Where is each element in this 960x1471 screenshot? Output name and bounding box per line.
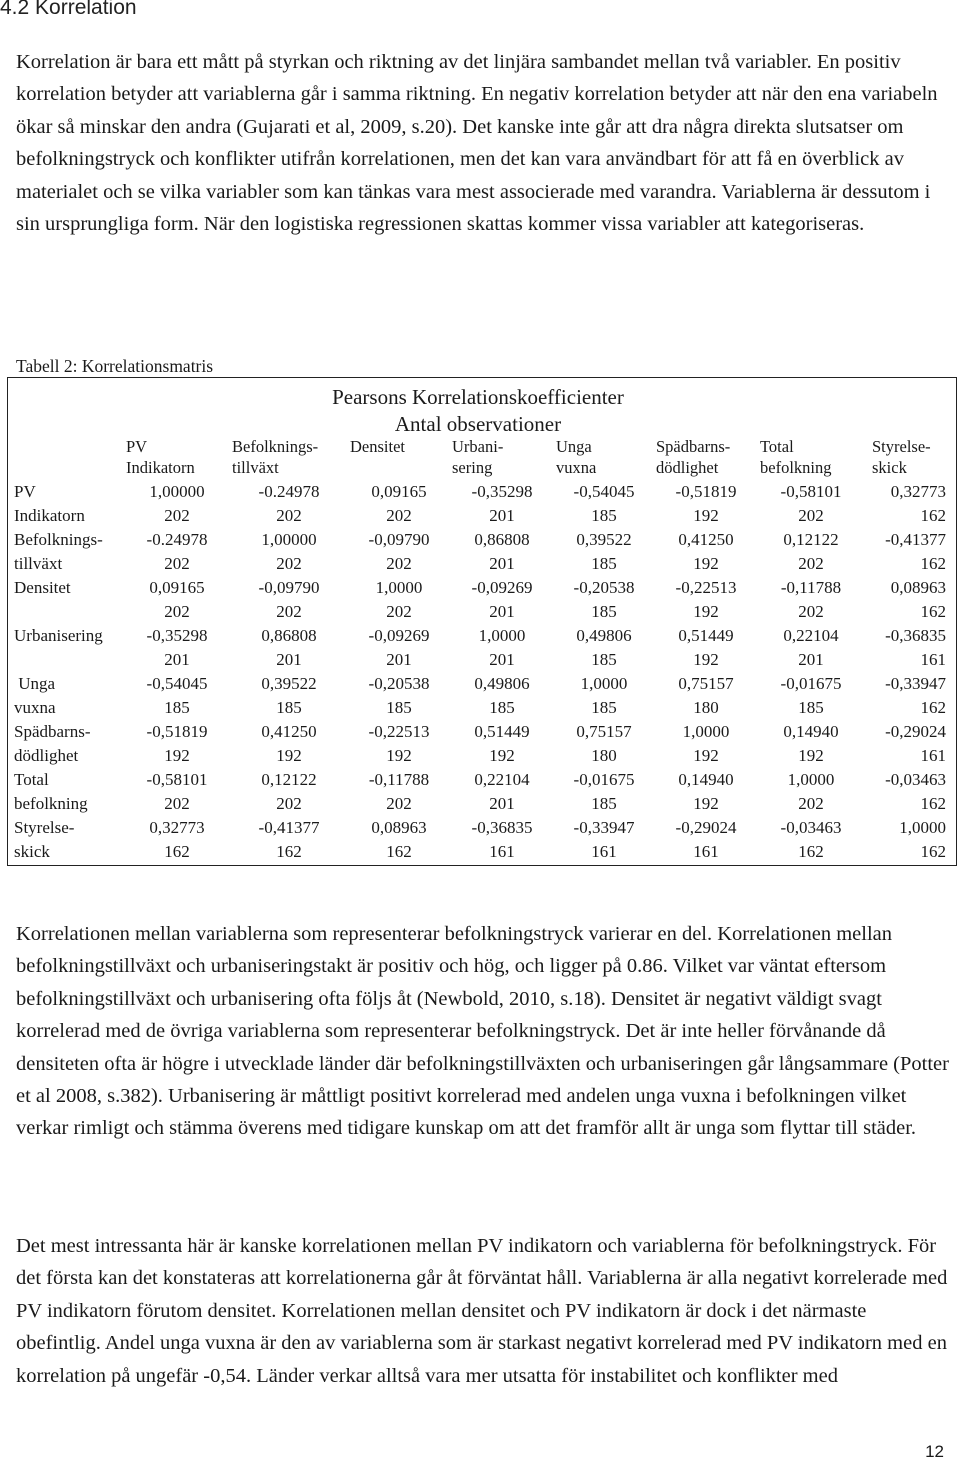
table-cell <box>758 720 864 768</box>
correlation-value: -0,22513 <box>368 722 430 741</box>
correlation-value: 1,0000 <box>375 578 423 597</box>
observation-count: 201 <box>276 649 302 669</box>
observation-count: 162 <box>920 697 946 717</box>
correlation-value: 0,49806 <box>474 674 530 693</box>
observation-count: 162 <box>920 841 946 861</box>
observation-count: 161 <box>489 841 515 861</box>
correlation-value: -0,36835 <box>885 626 946 645</box>
table-cell <box>450 528 554 576</box>
observation-count: 201 <box>489 601 515 621</box>
correlation-value: 0,75157 <box>576 722 632 741</box>
observation-count: 202 <box>276 601 302 621</box>
correlation-value: -0,20538 <box>573 578 635 597</box>
observation-count: 192 <box>693 553 719 573</box>
correlation-value: 0,14940 <box>783 722 839 741</box>
table-cell <box>230 576 348 624</box>
correlation-value: -0,09269 <box>368 626 430 645</box>
correlation-matrix <box>8 436 958 864</box>
table-cell <box>758 528 864 576</box>
table-cell <box>864 624 958 672</box>
observation-count: 185 <box>591 793 617 813</box>
column-header-line: Styrelse- <box>872 437 931 456</box>
correlation-value: 0,41250 <box>678 530 734 549</box>
row-label <box>8 720 124 768</box>
table-cell <box>348 816 450 864</box>
correlation-table-frame <box>7 377 957 866</box>
observation-count: 192 <box>693 745 719 765</box>
observation-count: 202 <box>164 601 190 621</box>
observation-count: 162 <box>920 553 946 573</box>
table-cell <box>654 576 758 624</box>
observation-count: 201 <box>386 649 412 669</box>
row-label <box>8 672 124 720</box>
observation-count: 185 <box>591 649 617 669</box>
column-header-line: Densitet <box>350 437 405 456</box>
table-cell <box>654 768 758 816</box>
table-cell <box>758 480 864 528</box>
column-header-line: vuxna <box>556 458 597 477</box>
header-row <box>8 436 958 480</box>
column-header <box>450 436 554 480</box>
correlation-value: 0,12122 <box>261 770 317 789</box>
table-cell <box>348 768 450 816</box>
observation-count: 201 <box>489 505 515 525</box>
table-cell <box>124 624 230 672</box>
correlation-value: -0,36835 <box>471 818 533 837</box>
correlation-value: -0,11788 <box>780 578 842 597</box>
correlation-value: -0,03463 <box>885 770 946 789</box>
correlation-value: 0,09165 <box>149 578 205 597</box>
correlation-value: -0,35298 <box>471 482 533 501</box>
table-cell <box>348 672 450 720</box>
row-label-line: Indikatorn <box>14 505 85 525</box>
table-cell <box>230 768 348 816</box>
observation-count: 161 <box>693 841 719 861</box>
observation-count: 192 <box>276 745 302 765</box>
table-row <box>8 480 958 528</box>
observation-count: 162 <box>798 841 824 861</box>
observation-count: 201 <box>798 649 824 669</box>
correlation-value: 1,0000 <box>478 626 526 645</box>
correlation-value: 0,08963 <box>371 818 427 837</box>
table-cell <box>864 576 958 624</box>
observation-count: 185 <box>591 601 617 621</box>
table-title <box>8 384 948 438</box>
row-label-line: Urbanisering <box>14 626 103 645</box>
correlation-value: 0,09165 <box>371 482 427 501</box>
table-cell <box>450 768 554 816</box>
observation-count: 185 <box>164 697 190 717</box>
table-cell <box>348 576 450 624</box>
correlation-value: -0,54045 <box>146 674 208 693</box>
table-cell <box>758 624 864 672</box>
row-label-line: Befolknings- <box>14 530 103 549</box>
correlation-value: 0,39522 <box>261 674 317 693</box>
observation-count: 185 <box>591 697 617 717</box>
table-cell <box>124 816 230 864</box>
row-label-line: Spädbarns- <box>14 722 91 741</box>
observation-count: 202 <box>798 601 824 621</box>
row-label <box>8 528 124 576</box>
table-cell <box>654 672 758 720</box>
section-heading: 4.2 Korrelation <box>0 0 137 19</box>
observation-count: 202 <box>164 553 190 573</box>
observation-count: 185 <box>798 697 824 717</box>
table-row <box>8 768 958 816</box>
column-header-line: tillväxt <box>232 458 279 477</box>
correlation-value: -0,33947 <box>573 818 635 837</box>
correlation-value: 0,86808 <box>261 626 317 645</box>
table-cell <box>348 480 450 528</box>
correlation-value: -0,51819 <box>146 722 208 741</box>
correlation-value: -0,29024 <box>675 818 737 837</box>
correlation-value: 0,08963 <box>890 578 946 597</box>
table-cell <box>230 528 348 576</box>
table-cell <box>554 816 654 864</box>
observation-count: 201 <box>489 553 515 573</box>
correlation-value: -0,01675 <box>780 674 842 693</box>
observation-count: 202 <box>798 793 824 813</box>
correlation-value: 0,39522 <box>576 530 632 549</box>
table-cell <box>450 624 554 672</box>
corner-cell <box>8 436 124 480</box>
correlation-value: -0,09269 <box>471 578 533 597</box>
table-cell <box>554 624 654 672</box>
table-cell <box>124 528 230 576</box>
correlation-value: 0,12122 <box>783 530 839 549</box>
row-label-line: befolkning <box>14 793 88 813</box>
correlation-value: -0,20538 <box>368 674 430 693</box>
column-header <box>348 436 450 480</box>
observation-count: 202 <box>164 505 190 525</box>
row-label-line: tillväxt <box>14 553 63 573</box>
table-cell <box>450 480 554 528</box>
correlation-value: -0,54045 <box>573 482 635 501</box>
correlation-value: 0,14940 <box>678 770 734 789</box>
column-header <box>230 436 348 480</box>
table-cell <box>864 816 958 864</box>
table-caption: Tabell 2: Korrelationsmatris <box>16 356 214 376</box>
row-label <box>8 624 124 672</box>
page-number: 12 <box>925 1442 944 1461</box>
observation-count: 162 <box>920 505 946 525</box>
correlation-value: 1,0000 <box>899 818 946 837</box>
column-header-line: Unga <box>556 437 592 456</box>
column-header-line: Befolknings- <box>232 437 319 456</box>
table-cell <box>864 528 958 576</box>
correlation-value: 0,22104 <box>474 770 530 789</box>
column-header-line: befolkning <box>760 458 832 477</box>
table-cell <box>450 672 554 720</box>
table-cell <box>124 672 230 720</box>
table-row <box>8 672 958 720</box>
correlation-value: 0,51449 <box>474 722 530 741</box>
observation-count: 201 <box>489 649 515 669</box>
correlation-value: -0,51819 <box>675 482 737 501</box>
observation-count: 192 <box>164 745 190 765</box>
correlation-value: -0,01675 <box>573 770 635 789</box>
table-cell <box>554 672 654 720</box>
table-cell <box>758 672 864 720</box>
column-header <box>124 436 230 480</box>
observation-count: 202 <box>164 793 190 813</box>
table-cell <box>654 624 758 672</box>
correlation-value: 1,0000 <box>682 722 730 741</box>
correlation-value: -0,41377 <box>885 530 946 549</box>
correlation-value: -0,58101 <box>146 770 208 789</box>
observation-count: 161 <box>920 745 946 765</box>
table-title-line-1: Pearsons Korrelationskoefficienter <box>332 385 624 409</box>
correlation-value: 0,32773 <box>890 482 946 501</box>
row-label-line: Total <box>14 770 49 789</box>
row-label <box>8 768 124 816</box>
discussion-paragraph-1: Korrelationen mellan variablerna som representerar befolkningstryck varierar en del. Korrelationen mellan befolkningstillväxt och urbaniseringstakt är positiv och hög, och ligger på 0.86. Vilket var väntat eftersom befolkningstillväxt och urbanisering ofta följs åt (Newbold, 2010, s.18). Densitet är negativt väldigt svagt korrelerad med de övriga variablerna som representerar befolkningstryck. Det är inte heller förvånande då densiteten ofta är högre i utvecklade länder där befolkningstillväxten och urbaniseringen går långsammare (Potter et al 2008, s.382). Urbanisering är måttligt positivt korrelerad med andelen unga vuxna i befolkningen vilket verkar rimligt och stämma överens med tidigare kunskap om att det framför allt är unga som flyttar till städer. <box>16 923 949 1140</box>
row-label-line: PV <box>14 482 36 501</box>
observation-count: 192 <box>693 793 719 813</box>
correlation-value: 0,22104 <box>783 626 839 645</box>
observation-count: 185 <box>591 505 617 525</box>
table-cell <box>348 720 450 768</box>
table-cell <box>230 816 348 864</box>
correlation-value: -0,33947 <box>885 674 946 693</box>
column-header-line: skick <box>872 458 907 477</box>
observation-count: 192 <box>386 745 412 765</box>
table-cell <box>654 720 758 768</box>
correlation-value: 0,75157 <box>678 674 734 693</box>
table-cell <box>554 528 654 576</box>
row-label-line: Styrelse- <box>14 818 75 837</box>
table-cell <box>124 480 230 528</box>
table-cell <box>230 720 348 768</box>
table-cell <box>554 720 654 768</box>
table-cell <box>450 576 554 624</box>
discussion-paragraph-2: Det mest intressanta här är kanske korrelationen mellan PV indikatorn och variablerna för befolkningstryck. För det första kan det konstateras att korrelationerna går åt förväntat håll. Variablerna är alla negativt korrelerade med PV indikatorn förutom densitet. Korrelationen mellan densitet och PV indikatorn är dock i det närmaste obefintlig. Andel unga vuxna är den av variablerna som är starkast negativt korrelerad med PV indikatorn med en korrelation på ungefär -0,54. Länder verkar alltså vara mer utsatta för instabilitet och konflikter med <box>16 1235 948 1387</box>
observation-count: 162 <box>920 793 946 813</box>
observation-count: 192 <box>798 745 824 765</box>
table-cell <box>864 672 958 720</box>
table-cell <box>124 768 230 816</box>
correlation-value: -0,22513 <box>675 578 737 597</box>
correlation-value: -0,35298 <box>146 626 208 645</box>
observation-count: 202 <box>276 505 302 525</box>
table-row <box>8 816 958 864</box>
table-cell <box>450 816 554 864</box>
observation-count: 162 <box>920 601 946 621</box>
correlation-value: 0,51449 <box>678 626 734 645</box>
table-cell <box>758 576 864 624</box>
observation-count: 202 <box>386 505 412 525</box>
observation-count: 162 <box>386 841 412 861</box>
observation-count: 161 <box>920 649 946 669</box>
table-cell <box>654 816 758 864</box>
table-cell <box>348 528 450 576</box>
observation-count: 201 <box>164 649 190 669</box>
row-label-line: vuxna <box>14 697 56 717</box>
column-header-line: dödlighet <box>656 458 719 477</box>
column-header-line: PV <box>126 437 148 456</box>
correlation-value: -0.24978 <box>258 482 320 501</box>
table-cell <box>554 768 654 816</box>
observation-count: 202 <box>798 553 824 573</box>
observation-count: 202 <box>386 553 412 573</box>
correlation-value: 1,0000 <box>580 674 628 693</box>
table-title-line-2: Antal observationer <box>394 412 562 436</box>
column-header <box>864 436 958 480</box>
correlation-value: -0,58101 <box>780 482 842 501</box>
correlation-value: 0,41250 <box>261 722 317 741</box>
column-header <box>554 436 654 480</box>
correlation-value: -0.24978 <box>146 530 208 549</box>
table-cell <box>654 480 758 528</box>
observation-count: 202 <box>276 793 302 813</box>
correlation-value: 1,00000 <box>149 482 205 501</box>
column-header-line: Indikatorn <box>126 458 195 477</box>
table-cell <box>348 624 450 672</box>
correlation-value: 0,49806 <box>576 626 632 645</box>
observation-count: 185 <box>591 553 617 573</box>
column-header <box>654 436 758 480</box>
observation-count: 180 <box>693 697 719 717</box>
column-header-line: Spädbarns- <box>656 437 731 456</box>
table-cell <box>758 768 864 816</box>
column-header-line: Total <box>760 437 794 456</box>
observation-count: 202 <box>386 601 412 621</box>
column-header <box>758 436 864 480</box>
table-cell <box>124 720 230 768</box>
observation-count: 202 <box>276 553 302 573</box>
observation-count: 202 <box>798 505 824 525</box>
correlation-value: 1,0000 <box>787 770 835 789</box>
observation-count: 201 <box>489 793 515 813</box>
table-row <box>8 576 958 624</box>
row-label <box>8 816 124 864</box>
observation-count: 180 <box>591 745 617 765</box>
observation-count: 185 <box>276 697 302 717</box>
correlation-value: 1,00000 <box>261 530 317 549</box>
observation-count: 185 <box>386 697 412 717</box>
observation-count: 162 <box>276 841 302 861</box>
table-cell <box>230 480 348 528</box>
table-row <box>8 528 958 576</box>
row-label-line: Unga <box>14 674 56 693</box>
table-row <box>8 720 958 768</box>
correlation-value: 0,86808 <box>474 530 530 549</box>
table-cell <box>864 720 958 768</box>
correlation-value: -0,29024 <box>885 722 946 741</box>
table-cell <box>124 576 230 624</box>
table-cell <box>654 528 758 576</box>
table-row <box>8 624 958 672</box>
correlation-value: -0,03463 <box>780 818 842 837</box>
row-label <box>8 480 124 528</box>
correlation-value: -0,41377 <box>258 818 320 837</box>
observation-count: 192 <box>489 745 515 765</box>
column-header-line: Urbani- <box>452 437 504 456</box>
observation-count: 192 <box>693 601 719 621</box>
correlation-value: -0,09790 <box>368 530 430 549</box>
table-cell <box>758 816 864 864</box>
observation-count: 202 <box>386 793 412 813</box>
table-cell <box>450 720 554 768</box>
table-cell <box>230 672 348 720</box>
table-cell <box>864 768 958 816</box>
row-label <box>8 576 124 624</box>
observation-count: 161 <box>591 841 617 861</box>
intro-paragraph: Korrelation är bara ett mått på styrkan och riktning av det linjära sambandet mellan två variabler. En positiv korrelation betyder att variablerna går i samma riktning. En negativ korrelation betyder att när den ena variabeln ökar så minskar den andra (Gujarati et al, 2009, s.20). Det kanske inte går att dra några direkta slutsatser om befolkningstryck och konflikter utifrån korrelationen, men det kan vara användbart för att få en överblick av materialet och se vilka variabler som kan tänkas vara mest associerade med varandra. Variablerna är dessutom i sin ursprungliga form. När den logistiska regressionen skattas kommer vissa variabler att kategoriseras. <box>16 51 938 236</box>
table-cell <box>554 576 654 624</box>
row-label-line: skick <box>14 841 50 861</box>
observation-count: 162 <box>164 841 190 861</box>
table-cell <box>554 480 654 528</box>
row-label-line: dödlighet <box>14 745 79 765</box>
column-header-line: sering <box>452 458 493 477</box>
observation-count: 192 <box>693 505 719 525</box>
correlation-value: -0,11788 <box>368 770 430 789</box>
observation-count: 185 <box>489 697 515 717</box>
table-cell <box>230 624 348 672</box>
row-label-line: Densitet <box>14 578 71 597</box>
correlation-value: -0,09790 <box>258 578 320 597</box>
table-cell <box>864 480 958 528</box>
observation-count: 192 <box>693 649 719 669</box>
correlation-value: 0,32773 <box>149 818 205 837</box>
